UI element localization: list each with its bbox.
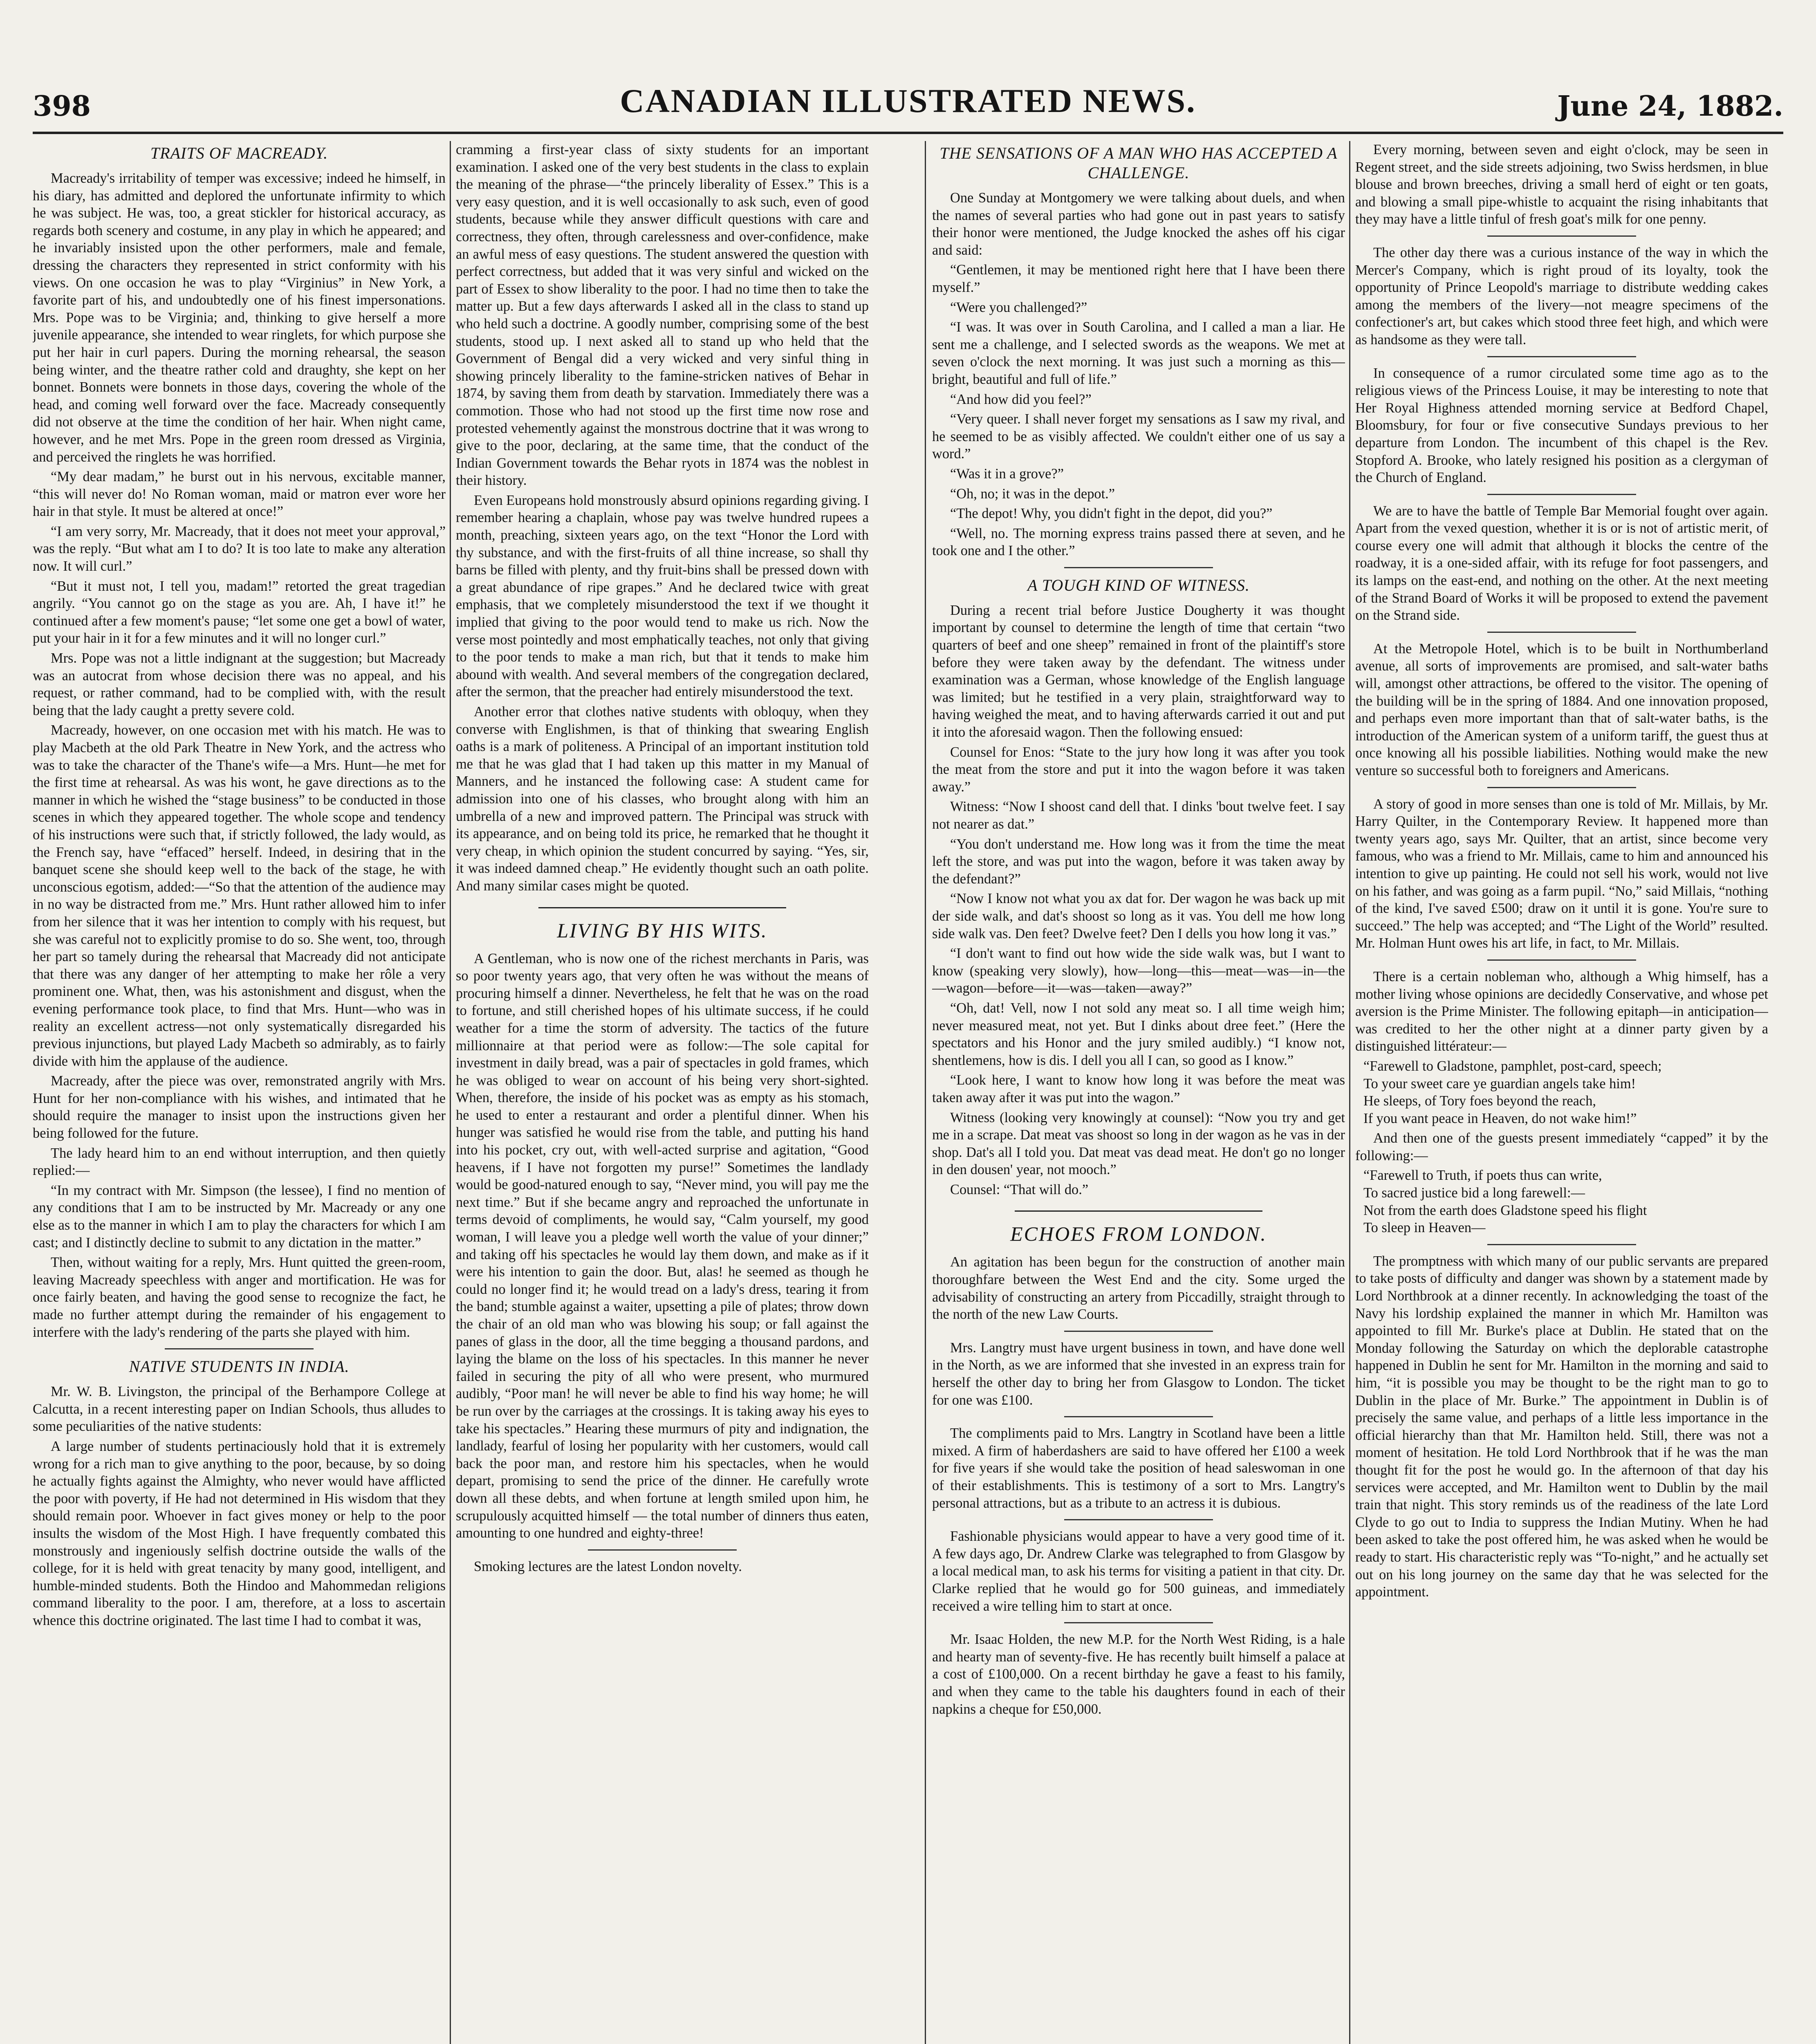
column-3 <box>932 141 1345 2044</box>
paragraph: “The depot! Why, you didn't fight in the depot, did you?” <box>950 506 1273 522</box>
issue-date: June 24, 1882. <box>1557 90 1783 123</box>
column-divider <box>1349 141 1350 2044</box>
paragraph: Counsel for Enos: “State to the jury how long it was after you took the meat from the store and put it into the wagon before it was taken away.” <box>932 744 1345 795</box>
paragraph: “Were you challenged?” <box>950 299 1087 315</box>
paragraph: “Oh, no; it was in the depot.” <box>950 486 1115 502</box>
paragraph: Even Europeans hold monstrously absurd opinions regarding giving. I remember hearing a chaplain, whose pay was twelve hundred rupees a month, preaching, sixteen years ago, on the text “Honor the Lord with thy substance, and with the first-fruits of all thine increase, so shall thy barns be filled with plenty, and thy fruit-bins shall be pressed down with a great abundance of ripe grapes.” And he declared twice with great emphasis, that we completely misunderstood the text if we thought it implied that giving to the poor would tend to make us rich. Now the verse most pointedly and most emphatically teaches, not only that giving to the poor tends to make a man rich, but that it tends to make him abound with wealth. And several members of the congregation declared, after the sermon, that the preacher had entirely misunderstood the text. <box>456 492 869 700</box>
separator <box>1064 1519 1213 1520</box>
separator <box>1487 787 1636 788</box>
separator <box>1064 1416 1213 1417</box>
separator <box>1487 959 1636 961</box>
verse-line: “Farewell to Gladstone, pamphlet, post-card, speech; <box>1363 1058 1662 1074</box>
paragraph: An agitation has been begun for the construction of another main thoroughfare between the West End and the city. Some urged the advisability of constructing an artery from Piccadilly, straight through to the north of the new Law Courts. <box>932 1254 1345 1322</box>
paragraph: “You don't understand me. How long was it from the time the meat left the store, and was put into the wagon, before it was taken away by the defendant?” <box>932 836 1345 887</box>
article-heading: A TOUGH KIND OF WITNESS. <box>1027 576 1250 594</box>
epitaph-verse <box>1355 1058 1768 1127</box>
verse-line: If you want peace in Heaven, do not wake him!” <box>1363 1110 1637 1126</box>
column-2 <box>456 141 869 2044</box>
column-1 <box>33 141 446 2044</box>
paragraph: Macready, after the piece was over, remonstrated angrily with Mrs. Hunt for her non-compliance with his wishes, and intimated that he should require the manager to insist upon the instructions given her being followed for the future. <box>33 1073 446 1141</box>
paragraph: “In my contract with Mr. Simpson (the lessee), I find no mention of any conditions that I am to be instructed by Mr. Macready or any one else as to the manner in which I am to play the characters for which I am cast; and I distinctly decline to submit to any dictation in the matter.” <box>33 1182 446 1251</box>
separator <box>1487 494 1636 495</box>
separator <box>1064 1622 1213 1623</box>
paragraph: Counsel: “That will do.” <box>950 1181 1089 1197</box>
paragraph: Smoking lectures are the latest London novelty. <box>474 1558 742 1574</box>
paragraph: Every morning, between seven and eight o'clock, may be seen in Regent street, and the side streets adjoining, two Swiss herdsmen, in blue blouse and brown breeches, driving a small herd of eight or ten goats, and blowing a small pipe-whistle to acquaint the rising inhabitants that they may have a little tinful of fresh goat's milk for one penny. <box>1355 142 1768 227</box>
paragraph: “Now I know not what you ax dat for. Der wagon he was back up mit der side walk, and dat's shoost so long as it vas. You dell me how long side walk vas. Den feet? Dwelve feet? Den I dells you how long it vas.” <box>932 891 1345 941</box>
separator <box>1487 1244 1636 1245</box>
paragraph: Fashionable physicians would appear to have a very good time of it. A few days ago, Dr. Andrew Clarke was telegraphed to from Glasgow by a local medical man, to ask his terms for visiting a patient in that city. Dr. Clarke replied that he would go for 500 guineas, and immediately received a wire telling him to start at once. <box>932 1529 1345 1614</box>
paragraph: “Was it in a grove?” <box>950 466 1064 482</box>
paragraph: “I was. It was over in South Carolina, and I called a man a liar. He sent me a challenge, and I selected swords as the weapons. We met at seven o'clock the next morning. It was just such a morning as this—bright, beautiful and full of life.” <box>932 319 1345 387</box>
separator <box>1487 356 1636 357</box>
paragraph: “My dear madam,” he burst out in his nervous, excitable manner, “this will never do! No Roman woman, maid or matron ever wore her hair in that style. It must be altered at once!” <box>33 469 446 520</box>
masthead <box>33 78 1783 127</box>
paragraph: “I don't want to find out how wide the side walk was, but I want to know (speaking very slowly), how—long—this—meat—was—in—the—wagon—before—it—was—taken—away?” <box>932 946 1345 996</box>
paragraph: There is a certain nobleman who, although a Whig himself, has a mother living whose opinions are decidedly Conservative, and whose pet aversion is the Prime Minister. The following epitaph—in anticipation—was credited to her the other night at a dinner party given by a distinguished littérateur:— <box>1355 968 1768 1054</box>
paragraph: Witness (looking very knowingly at counsel): “Now you try and get me in a scrape. Dat meat vas shoost so long in der wagon as he vas in der shop. Dat's all I told you. Dat meat vas dead meat. He don't go no longer in den dousen' year, not mooch.” <box>932 1109 1345 1178</box>
article-heading: ECHOES FROM LONDON. <box>1010 1222 1267 1246</box>
paragraph: A Gentleman, who is now one of the richest merchants in Paris, was so poor twenty years ago, that very often he was without the means of procuring himself a dinner. Nevertheless, he felt that he was on the road to fortune, and still cherished hopes of his ultimate success, if he could weather for a time the storm of adversity. The tactics of the future millionnaire at that period were as follow:—The sole capital for investment in daily bread, was a pair of spectacles in gold frames, which he was obliged to wear on account of his being very short-sighted. When, therefore, the inside of his pocket was as empty as his stomach, he used to enter a restaurant and order a plentiful dinner. When his hunger was satisfied he would rise from the table, and putting his hand into his pocket, cry out, with well-acted surprise and agitation, “Good heavens, if I have not forgotten my purse!” Sometimes the landlady would be good-natured enough to say, “Never mind, you will pay me the next time.” But if she became angry and reproached the unfortunate in terms devoid of compliments, he would say, “Calm yourself, my good woman, I will leave you a pledge well worth the value of your dinner;” and taking off his spectacles he would lay them down, and make as if it were his intention to gain the door. But, alas! he seemed as though he could no longer find it; he would tread on a lady's dress, tearing it from the band; stumble against a waiter, upsetting a pile of plates; throw down the chair of an old man who was blowing his soup; or fall against the panes of glass in the door, all the time begging a thousand pardons, and laying the blame on the loss of his spectacles. In this manner he never failed in securing the pity of all who were present, who murmured audibly, “Poor man! he will never be able to find his way home; he will be run over by the carriages at the crossings. It is taking away his eyes to take his spectacles.” Hearing these murmurs of pity and indignation, the landlady, fearful of losing her popularity with her customers, would call back the poor man, and restore him his spectacles, when he would depart, promising to send the price of the dinner. He carefully wrote down all these debts, and when fortune at length smiled upon him, he scrupulously acquitted himself — the total number of dinners thus eaten, amounting to one hundred and eighty-three! <box>456 950 869 1541</box>
separator <box>1487 235 1636 237</box>
paragraph: In consequence of a rumor circulated some time ago as to the religious views of the Princess Louise, it may be interesting to note that Her Royal Highness attended morning service at Bedford Chapel, Bloomsbury, for four or five consecutive Sundays previous to her departure from London. The incumbent of this chapel is the Rev. Stopford A. Brooke, who lately resigned his position as a clergyman of the Church of England. <box>1355 365 1768 486</box>
article-heading: THE SENSATIONS OF A MAN WHO HAS ACCEPTED A CHALLENGE. <box>939 144 1338 182</box>
paragraph: At the Metropole Hotel, which is to be built in Northumberland avenue, all sorts of improvements are promised, and salt-water baths will, amongst other attractions, be offered to the visitor. The opening of the building will be in the spring of 1884. And one innovation proposed, and perhaps even more important than that of salt-water baths, is the introduction of the American system of a uniform tariff, the guest thus at once knowing all his possible liabilities. Nothing would make the new venture so successful both to foreigners and Americans. <box>1355 641 1768 778</box>
paragraph: “I am very sorry, Mr. Macready, that it does not meet your approval,” was the reply. “But what am I to do? It is too late to make any alteration now. It will curl.” <box>33 523 446 574</box>
separator <box>1015 1210 1262 1212</box>
paragraph: One Sunday at Montgomery we were talking about duels, and when the names of several parties who had gone out in past years to satisfy their honor were mentioned, the Judge knocked the ashes off his cigar and said: <box>932 190 1345 258</box>
separator <box>588 1549 737 1551</box>
paragraph: During a recent trial before Justice Dougherty it was thought important by counsel to determine the length of time that certain “two quarters of beef and one sheep” remained in front of the plaintiff's store before they were taken away by the defendant. The witness under examination was a German, whose knowledge of the English language was limited; but he testified in a very plain, straightforward way to having weighed the meat, and to having afterwards carried it out and put it into the aforesaid wagon. Then the following ensued: <box>932 602 1345 740</box>
paragraph: “But it must not, I tell you, madam!” retorted the great tragedian angrily. “You cannot go on the stage as you are. Ah, I have it!” he continued after a few moment's pause; “let some one get a bowl of water, put your hair in it for a few minutes and it will no longer curl.” <box>33 578 446 646</box>
column-4 <box>1355 141 1768 2044</box>
paragraph: A story of good in more senses than one is told of Mr. Millais, by Mr. Harry Quilter, in the Contemporary Review. It happened more than twenty years ago, says Mr. Quilter, that an artist, since become very famous, who was a friend to Mr. Millais, came to him and announced his intention to give up painting. He could not sell his work, would not live on his father, and was going as a farm pupil. “No,” said Millais, “nothing of the kind, I've saved £500; draw on it until it is gone. You're sure to succeed.” The help was accepted; and “The Light of the World” resulted. Mr. Holman Hunt owes his art life, in fact, to Mr. Millais. <box>1355 796 1768 951</box>
paragraph: The compliments paid to Mrs. Langtry in Scotland have been a little mixed. A firm of haberdashers are said to have offered her £100 a week for five years if she would take the position of head saleswoman in one of their establishments. This is testimony of a sort to Mrs. Langtry's personal attractions, but as a tribute to an actress it is dubious. <box>932 1425 1345 1511</box>
paragraph: And then one of the guests present immediately “capped” it by the following:— <box>1355 1130 1768 1163</box>
paragraph: “Gentlemen, it may be mentioned right here that I have been there myself.” <box>932 262 1345 295</box>
paragraph: Mrs. Langtry must have urgent business in town, and have done well in the North, as we are informed that she invested in an express train for herself the other day to bring her from Glasgow to London. The ticket for one was £100. <box>932 1340 1345 1408</box>
paragraph: Mrs. Pope was not a little indignant at the suggestion; but Macready was an autocrat from whose decision there was no appeal, and his request, or rather command, had to be complied with, with the result being that the lady caught a pretty severe cold. <box>33 650 446 718</box>
paragraph: Mr. Isaac Holden, the new M.P. for the North West Riding, is a hale and hearty man of seventy-five. He has recently built himself a palace at a cost of £100,000. On a recent birthday he gave a feast to his family, and when they came to the table his daughters found in each of their napkins a cheque for £50,000. <box>932 1632 1345 1717</box>
separator <box>1487 632 1636 633</box>
paragraph: “And how did you feel?” <box>950 391 1092 407</box>
separator <box>1064 567 1213 568</box>
verse-line: He sleeps, of Tory foes beyond the reach, <box>1363 1093 1596 1109</box>
paragraph: cramming a first-year class of sixty students for an important examination. I asked one of the very best students in the class to explain the meaning of the phrase—“the princely liberality of Essex.” This is a very easy question, and it is well occasionally to ask such, even of good students, because while they answer difficult questions with care and correctness, they often, through carelessness and over-confidence, make an awful mess of easy questions. The student answered the question with perfect correctness, but added that it was very sinful and wicked on the part of Essex to show liberality to the poor. I had no time then to take the matter up. But a few days afterwards I asked all in the class to stand up who held such a doctrine. A goodly number, comprising some of the best students, stood up. I next asked all to stand up who held that the Government of Bengal did a very wicked and very sinful thing in showing princely liberality to the famine-stricken natives of Behar in 1874, by saving them from death by starvation. Immediately there was a commotion. Those who had not stood up the first time now rose and protested vehemently against the monstrous doctrine that it was wrong to give to the poor, declaring, at the same time, that the conduct of the Indian Government towards the Behar ryots in 1874 was the noblest in their history. <box>456 142 869 489</box>
paragraph: “Oh, dat! Vell, now I not sold any meat so. I all time weigh him; never measured meat, not yet. But I dinks about dree feet.” (Here the spectators and his Honor and the jury smiled audibly.) “I know not, shentlemens, how is dis. I dell you all I can, so good as I know.” <box>932 1000 1345 1068</box>
masthead-rule <box>33 132 1783 134</box>
paragraph: Then, without waiting for a reply, Mrs. Hunt quitted the green-room, leaving Macready speechless with anger and mortification. He was for once fairly beaten, and having the good sense to recognize the fact, he made no further attempt during the remainder of his engagement to interfere with the lady's rendering of the parts she played with him. <box>33 1255 446 1340</box>
verse-line: Not from the earth does Gladstone speed his flight <box>1363 1202 1647 1218</box>
verse-line: To your sweet care ye guardian angels take him! <box>1363 1076 1636 1091</box>
article-heading: TRAITS OF MACREADY. <box>150 144 328 162</box>
paragraph: We are to have the battle of Temple Bar Memorial fought over again. Apart from the vexed question, whether it is or is not of artistic merit, of course every one will admit that although it blocks the centre of the roadway, it is a one-sided affair, with its refuge for foot passengers, and its lamps on the east-end, and nothing on the other. At the next meeting of the Strand Board of Works it will be proposed to extend the pavement on the Strand side. <box>1355 503 1768 623</box>
paragraph: The other day there was a curious instance of the way in which the Mercer's Company, which is right proud of its loyalty, took the opportunity of Prince Leopold's marriage to distribute wedding cakes among the members of the livery—not meagre specimens of the confectioner's art, but cakes which stood three feet high, and which were as handsome as they were tall. <box>1355 244 1768 347</box>
paragraph: Mr. W. B. Livingston, the principal of the Berhampore College at Calcutta, in a recent interesting paper on Indian Schools, thus alludes to some peculiarities of the native students: <box>33 1384 446 1434</box>
reply-verse <box>1355 1167 1768 1236</box>
separator <box>1064 1331 1213 1332</box>
separator <box>538 907 786 908</box>
verse-line: To sleep in Heaven— <box>1363 1220 1486 1236</box>
article-heading: NATIVE STUDENTS IN INDIA. <box>129 1357 350 1376</box>
paragraph: Macready's irritability of temper was excessive; indeed he himself, in his diary, has admitted and deplored the unfortunate infirmity to which he was subject. He was, too, a great stickler for historical accuracy, as regards both scenery and costume, in any play in which he appeared; and he invariably insisted upon the other performers, male and female, dressing the characters they represented in strict conformity with his views. On one occasion he was to play “Virginius” in New York, a favorite part of his, and undoubtedly one of his finest impersonations. Mrs. Pope was to be Virginia; and, thinking to give herself a more juvenile appearance, she intended to wear ringlets, for which purpose she put her hair in curl papers. During the morning rehearsal, the season being winter, and the theatre rather cold and draughty, she kept on her bonnet. Bonnets were bonnets in those days, covering the whole of the head, and coming well forward over the face. Macready consequently did not observe at the time the condition of her hair. When night came, however, and he met Mrs. Pope in the green room dressed as Virginia, and perceived the ringlets he was horrified. <box>33 170 446 465</box>
paragraph: “Very queer. I shall never forget my sensations as I saw my rival, and he seemed to be as visibly affected. We couldn't either one of us say a word.” <box>932 411 1345 462</box>
column-divider <box>450 141 451 2044</box>
paragraph: The lady heard him to an end without interruption, and then quietly replied:— <box>33 1145 446 1179</box>
page-number: 398 <box>33 90 91 123</box>
paragraph: “Look here, I want to know how long it was before the meat was taken away after it was put into the wagon.” <box>932 1072 1345 1105</box>
paragraph: Macready, however, on one occasion met with his match. He was to play Macbeth at the old Park Theatre in New York, and the actress who was to take the character of the Thane's wife—a Mrs. Hunt—he met for the first time at rehearsal. As was his wont, he gave directions as to the manner in which he wished the “stage business” to be conducted in those scenes in which they appeared together. The whole scope and tendency of his instructions were such that, if strictly followed, the lady would, as the French say, have “effaced” herself. Indeed, in desiring that in the banquet scene she should keep well to the back of the stage, he with unconscious egotism, added:—“So that the attention of the audience may in no way be distracted from me.” Mrs. Hunt rather allowed him to infer from her silence that it was her intention to comply with his request, but she was careful not to explicitly promise to do so. She went, too, through her part so tamely during the rehearsal that Macready did not anticipate that there was any danger of her attempting to make her rôle a very prominent one. What, then, was his astonishment and disgust, when the evening performance took place, to find that Mrs. Hunt—who was in reality an excellent actress—not only systematically disregarded his previous injunctions, but played Lady Macbeth so admirably, as to fairly divide with him the applause of the audience. <box>33 722 446 1069</box>
paragraph: Another error that clothes native students with obloquy, when they converse with Englishmen, is that of thinking that swearing English oaths is a mark of politeness. A Principal of an important institution told me that he was glad that I had taken up this matter in my Manual of Manners, and he instanced the following case: A student came for admission into one of his classes, who brought along with him an umbrella of a new and improved pattern. The Principal was struck with its appearance, and on being told its price, he remarked that he thought it very cheap, in which opinion the student concurred by saying. “Yes, sir, it was indeed damned cheap.” He evidently thought such an oath polite. And many similar cases might be quoted. <box>456 704 869 894</box>
paragraph: A large number of students pertinaciously hold that it is extremely wrong for a rich man to give anything to the poor, because, by so doing he actually fights against the Almighty, who never would have afflicted the poor with poverty, if He had not determined in His wisdom that they should remain poor. Whoever in fact gives money or help to the poor insults the wisdom of the Most High. I have frequently combated this monstrously and ingeniously selfish doctrine outside the walls of the college, for it is held with great tenacity by many good, intelligent, and humble-minded students. Both the Hindoo and Mahommedan religions command liberality to the poor. I am, therefore, at a loss to ascertain whence this doctrine originated. The last time I had to combat it was, <box>33 1438 446 1628</box>
verse-line: “Farewell to Truth, if poets thus can write, <box>1363 1168 1602 1183</box>
separator <box>165 1348 314 1349</box>
paragraph: The promptness with which many of our public servants are prepared to take posts of difficulty and danger was shown by a statement made by Lord Northbrook at a dinner recently. In acknowledging the toast of the Navy his lordship explained the manner in which Mr. Hamilton was appointed to fill Mr. Burke's place at Dublin. He stated that on the Monday following the Saturday on which the deplorable catastrophe happened in Dublin he sent for Mr. Hamilton in the morning and said to him, “it is possible you may be thought to be the right man to go to Dublin in the place of Mr. Burke.” The appointment in Dublin is of precisely the same value, and perhaps of a little less importance in the official hierarchy than that Mr. Hamilton held. Still, there was not a moment of hesitation. He told Lord Northbrook that if he was the man thought fit for the post he would go. In the afternoon of that day his services were accepted, and Mr. Hamilton went to Dublin by the mail train that night. This story reminds us of the readiness of the late Lord Clyde to go out to India to suppress the Indian Mutiny. When he had been asked to take the post offered him, he was asked when he would be ready to start. His characteristic reply was “To-night,” and he actually set out on his long journey on the same day that he was selected for the appointment. <box>1355 1253 1768 1600</box>
article-heading: LIVING BY HIS WITS. <box>557 919 768 942</box>
paragraph: “Well, no. The morning express trains passed there at seven, and he took one and I the other.” <box>932 525 1345 559</box>
newspaper-title: CANADIAN ILLUSTRATED NEWS. <box>620 82 1196 119</box>
paragraph: Witness: “Now I shoost cand dell that. I dinks 'bout twelve feet. I say not nearer as dat.” <box>932 799 1345 832</box>
verse-line: To sacred justice bid a long farewell:— <box>1363 1185 1585 1201</box>
column-divider <box>925 141 926 2044</box>
